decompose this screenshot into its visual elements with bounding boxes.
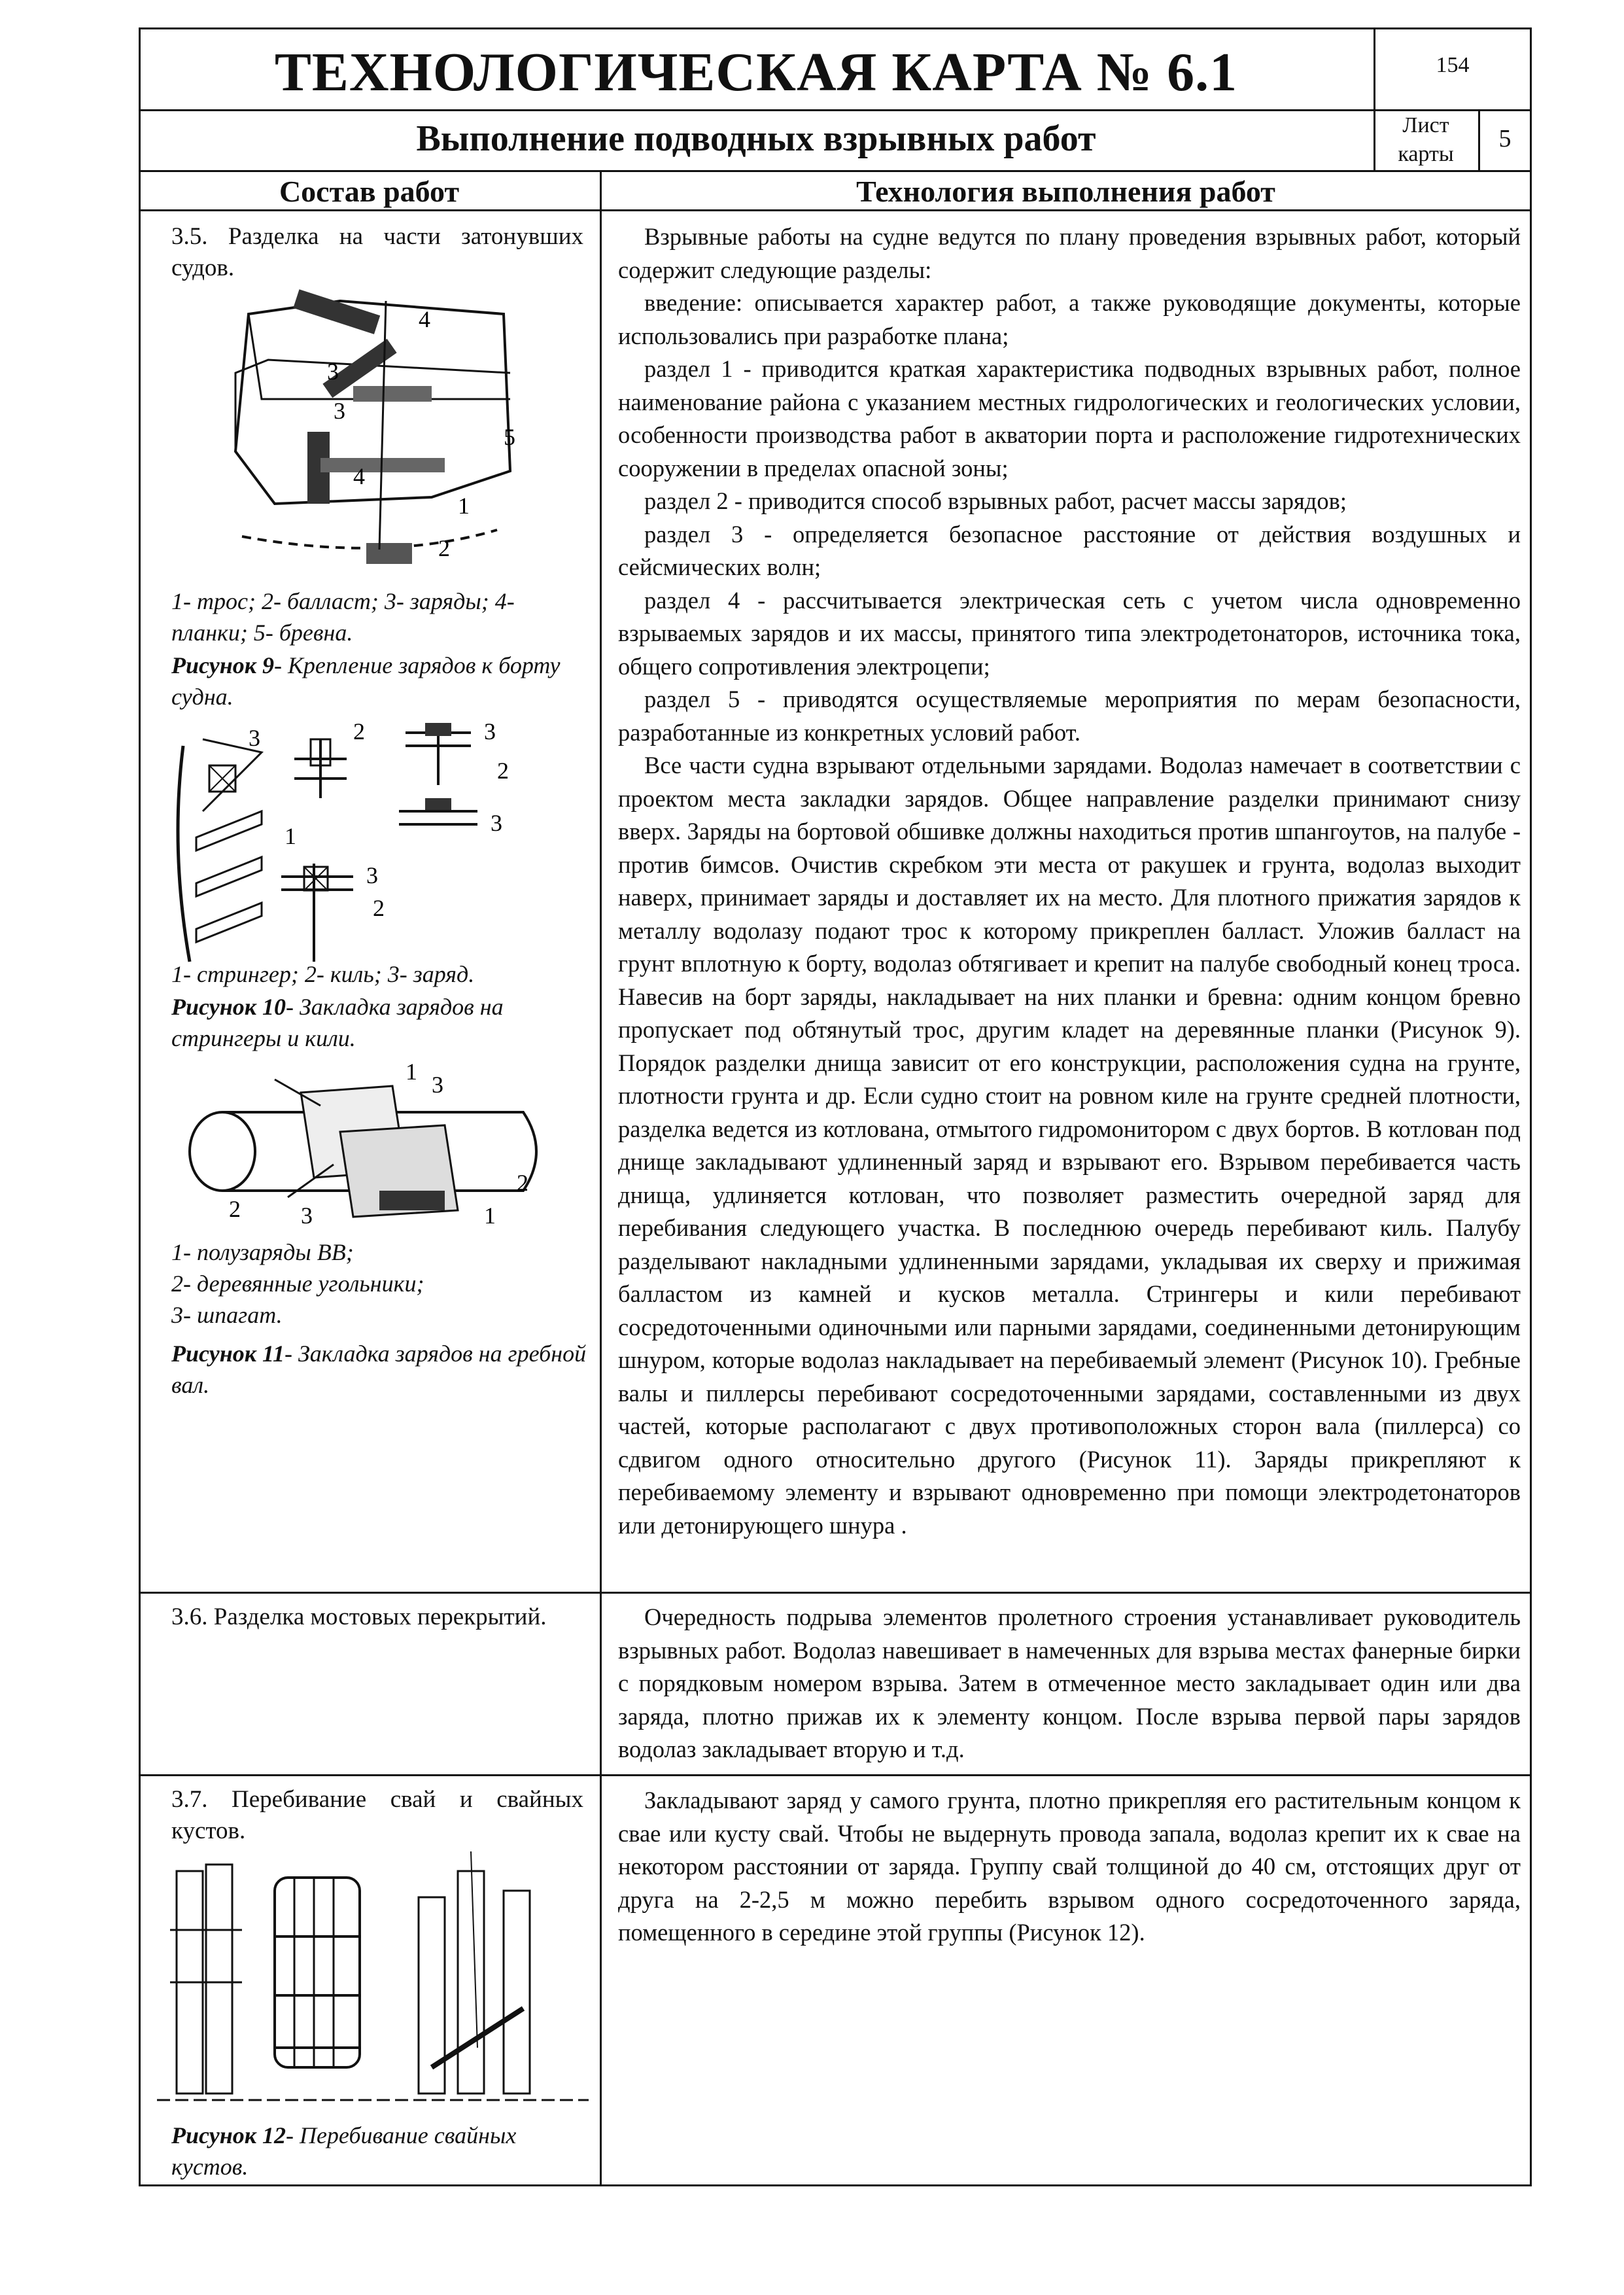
fig11-label-2-left: 2 xyxy=(229,1196,241,1222)
figure-11-caption-number: Рисунок 11 xyxy=(171,1340,285,1367)
fig10-label-3-left: 3 xyxy=(249,725,260,751)
paragraph: раздел 1 - приводится краткая характеристика подводных взрывных работ, полное наименование района с указанием местных гидрологических и геологических условии, особенности производства работ в акватории порта и расположение гидротехнических сооружении в пределах опасной зоны; xyxy=(618,355,1521,482)
figure-9-caption xyxy=(171,650,590,712)
section-3-6-body xyxy=(618,1601,1521,1766)
fig10-label-3-bottom: 3 xyxy=(366,862,378,888)
fig10-label-2-bottom: 2 xyxy=(373,895,385,921)
divider-section-3-7 xyxy=(139,1774,1532,1776)
fig9-label-3-mid: 3 xyxy=(334,398,345,424)
fig10-label-1: 1 xyxy=(285,823,296,849)
sheet-number: 5 xyxy=(1498,125,1512,152)
sheet-label xyxy=(1373,111,1478,169)
paragraph: раздел 3 - определяется безопасное расстояние от действия воздушных и сейсмических волн; xyxy=(618,520,1521,580)
figure-11-caption-text: - Закладка зарядов на гребной вал. xyxy=(171,1340,587,1398)
fig10-label-3-right: 3 xyxy=(491,810,502,836)
figure-9-caption-text: - Крепление зарядов к борту судна. xyxy=(171,652,561,710)
fig10-label-2-right: 2 xyxy=(497,758,509,784)
figure-10-caption xyxy=(171,991,590,1054)
figure-10-legend: 1- стрингер; 2- киль; 3- заряд. xyxy=(171,961,475,987)
fig9-label-1: 1 xyxy=(458,493,470,519)
fig11-label-2-right: 2 xyxy=(517,1170,528,1196)
divider-section-3-6 xyxy=(139,1592,1532,1594)
section-3-5-title: 3.5. Разделка на части затонувших судов. xyxy=(171,223,583,281)
figure-10-stringers xyxy=(164,720,569,968)
fig11-label-1-bottom: 1 xyxy=(484,1202,496,1229)
divider-column-heads xyxy=(139,209,1532,211)
figure-9-legend: 1- трос; 2- балласт; 3- заряды; 4- планки; 5- бревна. xyxy=(171,588,515,646)
paragraph: введение: описывается характер работ, а также руководящие документы, которые использовались при разработке плана; xyxy=(618,289,1521,349)
divider-columns xyxy=(600,170,602,2186)
column-head-right: Технология выполнения работ xyxy=(856,175,1275,208)
card-subtitle: Выполнение подводных взрывных работ xyxy=(416,118,1096,159)
fig9-label-4-top: 4 xyxy=(419,306,430,332)
divider-subtitle xyxy=(139,170,1532,172)
fig10-label-2-top: 2 xyxy=(353,720,365,745)
paragraph: раздел 2 - приводится способ взрывных работ, расчет массы зарядов; xyxy=(644,487,1347,514)
paragraph: Закладывают заряд у самого грунта, плотно прикрепляя его растительным концом к свае или кусту свай. Чтобы не выдернуть провода запала, водолаз крепит их к свае на некотором расстоянии от заряда. Группу свай толщиной до 40 см, отстоящих друг от друга на 2-2,5 м можно перебить взрывом одного сосредоточенного заряда, помещенного в середине этой группы (Рисунок 12). xyxy=(618,1787,1521,1946)
paragraph: Все части судна взрывают отдельными зарядами. Водолаз намечает в соответствии с проектом места закладки зарядов. Общее направление разделки принимают снизу вверх. Заряды на бортовой обшивке должны находиться против шпангоутов, на палубе - против бимсов. Очистив скребком эти места от ракушек и грунта, водолаз выходит наверх, принимает заряды и доставляет их на место. Для плотного прижатия зарядов к металлу водолазу подают трос к которому прикреплен балласт. Уложив балласт на грунт вплотную к борту, водолаз обтягивает и крепит на палубе свободный конец троса. Навесив на борт заряды, накладывает на них планки и бревна: одним концом бревно пропускает под обтянутый трос, другим кладет на деревянные планки (Рисунок 9). Порядок разделки днища зависит от его конструкции, расположения судна на грунте, плотности грунта и др. Если судно стоит на ровном киле на грунте средней плотности, разделка ведется из котлована, отмытого гидромонитором с двух бортов. В котлован под днище закладывают удлиненный заряд и взрывают его. Взрывом перебивается часть днища, удлиняется котлован, что позволяет разместить очередной заряд для перебивания следующего участка. В последнюю очередь перебивают киль. Палубу разделывают накладными удлиненными зарядами, укладывая их сверху и прижимая балластом из камней и кусков металла. Стрингеры и кили перебивают сосредоточенными одиночными или парными зарядами, соединенными детонирующим шнуром, которые водолаз накладывает на перебиваемый элемент (Рисунок 10). Гребные валы и пиллерсы перебивают сосредоточенными зарядами, составленными из двух частей, которые располагают с двух противоположных сторон вала (пиллерса) со сдвигом одного относительно другого (Рисунок 11). Заряды прикрепляют к перебиваемому элементу и взрывают одновременно при помощи электродетонаторов или детонирующего шнура . xyxy=(618,752,1521,1539)
figure-12-caption-text: - Перебивание свайных кустов. xyxy=(171,2122,517,2180)
figure-11-propeller-shaft xyxy=(170,1060,562,1230)
fig11-label-1-top: 1 xyxy=(406,1060,417,1085)
figure-11-caption xyxy=(171,1338,590,1401)
section-3-6-title: 3.6. Разделка мостовых перекрытий. xyxy=(171,1603,547,1630)
page-number: 154 xyxy=(1436,53,1470,77)
fig9-label-5: 5 xyxy=(504,424,515,450)
fig9-label-2: 2 xyxy=(438,535,450,561)
fig11-label-3-bottom: 3 xyxy=(301,1202,313,1229)
figure-10-caption-text: - Закладка зарядов на стрингеры и кили. xyxy=(171,994,504,1051)
figure-9-ship-side xyxy=(222,288,536,576)
figure-10-caption-number: Рисунок 10 xyxy=(171,994,286,1020)
figure-11-legend xyxy=(171,1236,590,1331)
fig11-label-3-top: 3 xyxy=(432,1072,443,1098)
card-title: ТЕХНОЛОГИЧЕСКАЯ КАРТА № 6.1 xyxy=(274,42,1238,103)
paragraph: раздел 4 - рассчитывается электрическая сеть с учетом числа одновременно взрываемых зарядов и их массы, принятого типа электродетонаторов, источника тока, общего сопротивления электроцепи; xyxy=(618,586,1521,680)
figure-12-caption-number: Рисунок 12 xyxy=(171,2122,286,2148)
figure-12-pile-clusters xyxy=(157,1851,589,2113)
section-3-7-title: 3.7. Перебивание свай и свайных кустов. xyxy=(171,1786,583,1844)
fig10-label-3-top: 3 xyxy=(484,720,496,745)
paragraph: Очередность подрыва элементов пролетного строения устанавливает руководитель взрывных работ. Водолаз навешивает в намеченных для взрыва местах фанерные бирки с порядковым номером взрыва. Затем в отмеченное место закладывает один или два заряда, плотно прижав их к элементу концом. После взрыва первой пары зарядов водолаз закладывает вторую и т.д. xyxy=(618,1603,1521,1762)
fig9-label-4-bottom: 4 xyxy=(353,463,365,489)
fig9-label-3-left: 3 xyxy=(327,359,339,385)
sheet-label-line1: Лист xyxy=(1402,113,1449,137)
figure-9-caption-number: Рисунок 9 xyxy=(171,652,274,678)
paragraph: раздел 5 - приводятся осуществляемые мероприятия по мерам безопасности, разработанные из конкретных условий работ. xyxy=(618,686,1521,746)
figure-11-legend-line-2: 2- деревянные угольники; xyxy=(171,1270,424,1297)
figure-11-legend-line-1: 1- полузаряды ВВ; xyxy=(171,1239,354,1265)
section-3-5-body xyxy=(618,220,1521,1542)
section-3-7-body xyxy=(618,1784,1521,1950)
column-head-left: Состав работ xyxy=(279,175,460,208)
paragraph: Взрывные работы на судне ведутся по плану проведения взрывных работ, который содержит следующие разделы: xyxy=(618,223,1521,283)
figure-11-legend-line-3: 3- шпагат. xyxy=(171,1302,283,1328)
sheet-label-line2: карты xyxy=(1398,142,1454,166)
divider-title xyxy=(139,109,1532,111)
figure-12-caption xyxy=(171,2120,590,2182)
